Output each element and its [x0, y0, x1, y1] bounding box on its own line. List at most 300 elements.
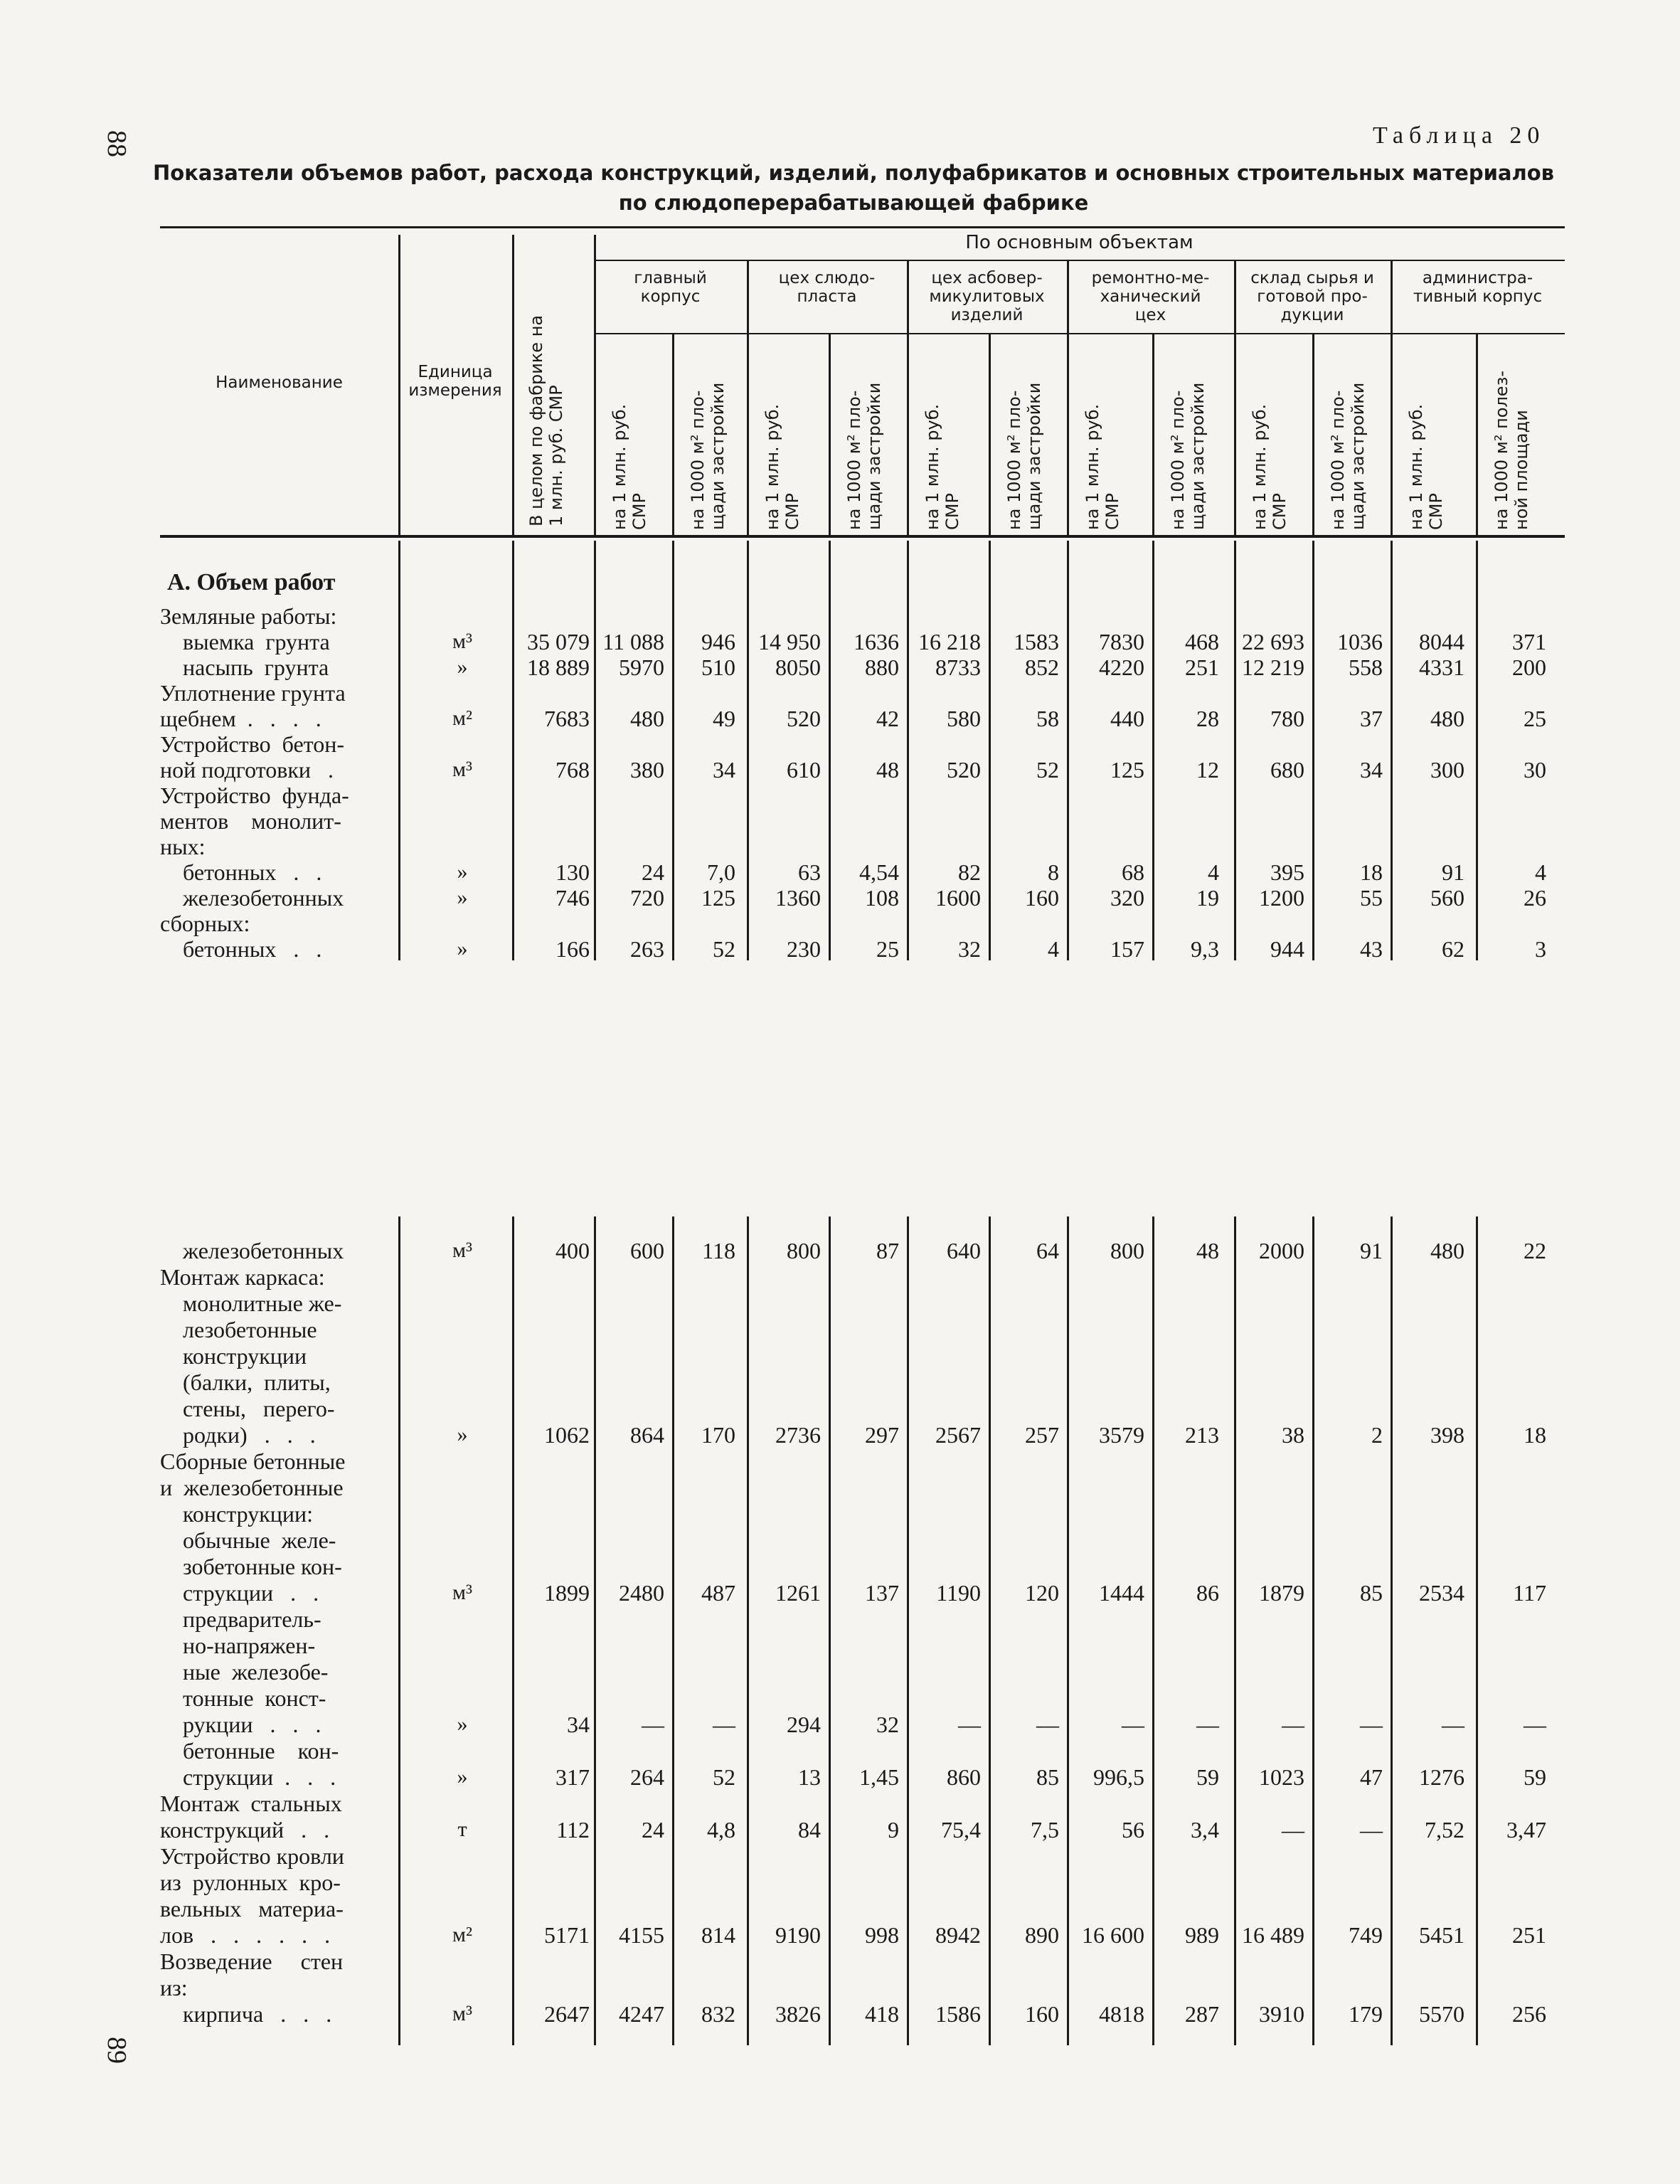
- header-sub-per-million: на 1 млн. руб. СМР: [923, 403, 962, 530]
- row-label: струкции . .: [160, 1580, 319, 1606]
- table-cell: 8044: [1419, 629, 1464, 654]
- table-cell: 25: [876, 936, 899, 962]
- table-cell: 1200: [1259, 885, 1304, 911]
- row-label: бетонных . .: [160, 936, 322, 962]
- table-cell: 30: [1524, 757, 1546, 783]
- table-cell: 4247: [619, 2001, 664, 2027]
- table-cell: 5451: [1419, 1922, 1464, 1948]
- row-label: железобетонных: [160, 1238, 344, 1263]
- column-rule-header: [672, 333, 674, 535]
- table-cell: 5970: [619, 654, 664, 680]
- table-cell: 24: [642, 1817, 664, 1843]
- table-cell: —: [1122, 1712, 1144, 1737]
- table-cell: 125: [1110, 757, 1144, 783]
- table-cell: 300: [1430, 757, 1464, 783]
- header-object: цех асбовер- микулитовых изделий: [929, 269, 1045, 324]
- table-cell: 16 600: [1082, 1922, 1144, 1948]
- table-cell: 91: [1442, 859, 1464, 885]
- column-rule-header: [989, 333, 991, 535]
- table-cell: 371: [1512, 629, 1546, 654]
- table-cell: 8942: [935, 1922, 981, 1948]
- title-line-2: по слюдоперерабатывающей фабрике: [618, 191, 1089, 215]
- page-number-bottom: 89: [102, 2037, 132, 2064]
- column-rule-header: [829, 333, 831, 535]
- table-cell: 1023: [1259, 1764, 1304, 1790]
- table-cell: 213: [1185, 1422, 1219, 1448]
- column-rule: [512, 1216, 514, 2045]
- table-cell: 860: [947, 1764, 981, 1790]
- table-cell: 4220: [1099, 654, 1144, 680]
- row-label: Возведение стен: [160, 1949, 344, 1974]
- header-sub-per-area: на 1000 м² пло- щади застройки: [1004, 382, 1044, 530]
- header-object: ремонтно-ме- ханический цех: [1091, 269, 1210, 324]
- column-rule-header: [1152, 333, 1154, 535]
- column-rule: [1067, 541, 1069, 960]
- table-cell: 749: [1349, 1922, 1383, 1948]
- table-cell: 22 693: [1242, 629, 1304, 654]
- table-cell: 317: [555, 1764, 590, 1790]
- table-cell: 28: [1196, 706, 1219, 731]
- table-cell: 91: [1360, 1238, 1383, 1263]
- table-cell: —: [1282, 1817, 1304, 1843]
- table-cell: 9,3: [1191, 936, 1219, 962]
- table-cell: —: [1196, 1712, 1219, 1737]
- table-cell: 880: [865, 654, 899, 680]
- group-rule: [594, 260, 1565, 261]
- row-unit: м²: [452, 706, 472, 730]
- header-object: администра- тивный корпус: [1413, 269, 1543, 306]
- table-cell: 9190: [775, 1922, 821, 1948]
- table-cell: 558: [1349, 654, 1383, 680]
- table-cell: 11 088: [602, 629, 664, 654]
- header-total: В целом по фабрике на 1 млн. руб. СМР: [526, 314, 566, 526]
- table-cell: 2736: [775, 1422, 821, 1448]
- table-cell: 560: [1430, 885, 1464, 911]
- table-cell: 108: [865, 885, 899, 911]
- column-rule: [398, 541, 400, 960]
- table-cell: 18: [1524, 1422, 1546, 1448]
- table-cell: 5570: [1419, 2001, 1464, 2027]
- column-rule: [1067, 1216, 1069, 2045]
- table-cell: 890: [1025, 1922, 1059, 1948]
- table-cell: 2000: [1259, 1238, 1304, 1263]
- table-cell: 1600: [935, 885, 981, 911]
- table-cell: 130: [555, 859, 590, 885]
- table-cell: 52: [713, 936, 735, 962]
- table-cell: 179: [1349, 2001, 1383, 2027]
- header-name: Наименование: [216, 373, 343, 392]
- table-cell: 768: [555, 757, 590, 783]
- row-unit: м³: [452, 758, 472, 781]
- page-number-top: 88: [102, 130, 132, 157]
- header-sub-per-million: на 1 млн. руб. СМР: [762, 403, 802, 530]
- table-cell: 64: [1036, 1238, 1059, 1263]
- table-cell: 8050: [775, 654, 821, 680]
- row-label: Устройство бетон-: [160, 731, 344, 757]
- table-cell: 59: [1524, 1764, 1546, 1790]
- table-cell: —: [958, 1712, 981, 1737]
- table-cell: 170: [701, 1422, 735, 1448]
- row-unit: »: [457, 1765, 468, 1788]
- table-cell: 852: [1025, 654, 1059, 680]
- column-rule: [398, 1216, 400, 2045]
- row-unit: м³: [452, 2002, 472, 2025]
- column-rule: [989, 1216, 991, 2045]
- table-cell: 34: [567, 1712, 590, 1737]
- table-cell: 13: [798, 1764, 821, 1790]
- table-cell: 24: [642, 859, 664, 885]
- table-cell: 256: [1512, 2001, 1546, 2027]
- row-label: конструкций . .: [160, 1817, 330, 1843]
- title-line-1: Показатели объемов работ, расхода конструкций, изделий, полуфабрикатов и основных строительных материалов: [153, 161, 1554, 185]
- row-unit: м³: [452, 630, 472, 653]
- header-sub-per-million: на 1 млн. руб. СМР: [1083, 403, 1122, 530]
- header-object: склад сырья и готовой про- дукции: [1250, 269, 1374, 324]
- row-unit: м³: [452, 1581, 472, 1604]
- table-cell: 2: [1371, 1422, 1383, 1448]
- column-rule: [1391, 1216, 1393, 2045]
- object-rule: [594, 333, 1565, 334]
- column-rule-header: [1476, 333, 1478, 535]
- table-cell: 16 489: [1242, 1922, 1304, 1948]
- table-cell: 48: [1196, 1238, 1219, 1263]
- table-cell: 287: [1185, 2001, 1219, 2027]
- table-cell: 510: [701, 654, 735, 680]
- table-cell: 18: [1360, 859, 1383, 885]
- row-label: предваритель-: [160, 1606, 321, 1632]
- table-cell: 1,45: [859, 1764, 899, 1790]
- table-cell: 468: [1185, 629, 1219, 654]
- row-label: монолитные же-: [160, 1290, 342, 1316]
- table-cell: 1261: [775, 1580, 821, 1606]
- table-cell: 2567: [935, 1422, 981, 1448]
- column-rule: [1476, 1216, 1478, 2045]
- section-title: А. Объем работ: [167, 569, 336, 595]
- table-cell: 49: [713, 706, 735, 731]
- table-cell: 1636: [854, 629, 899, 654]
- table-cell: 56: [1122, 1817, 1144, 1843]
- row-label: тонные конст-: [160, 1685, 326, 1711]
- table-cell: 32: [958, 936, 981, 962]
- table-cell: 7,52: [1425, 1817, 1464, 1843]
- table-cell: 85: [1036, 1764, 1059, 1790]
- row-label: ментов монолит-: [160, 808, 341, 834]
- table-cell: 4,54: [859, 859, 899, 885]
- table-cell: 19: [1196, 885, 1219, 911]
- column-rule: [747, 1216, 749, 2045]
- row-unit: »: [457, 860, 468, 884]
- row-label: струкции . . .: [160, 1764, 336, 1790]
- table-cell: 380: [630, 757, 664, 783]
- table-cell: 3579: [1099, 1422, 1144, 1448]
- table-cell: 7,5: [1031, 1817, 1059, 1843]
- header-top-rule: [160, 226, 1565, 228]
- row-label: Уплотнение грунта: [160, 680, 346, 706]
- table-cell: 1586: [935, 2001, 981, 2027]
- header-sub-per-area: на 1000 м² полез- ной площади: [1492, 371, 1531, 530]
- table-cell: 832: [701, 2001, 735, 2027]
- column-rule: [512, 541, 514, 960]
- header-object: цех слюдо- пласта: [778, 269, 876, 306]
- table-cell: 864: [630, 1422, 664, 1448]
- table-cell: 600: [630, 1238, 664, 1263]
- table-cell: 120: [1025, 1580, 1059, 1606]
- table-cell: 18 889: [527, 654, 590, 680]
- table-cell: —: [1282, 1712, 1304, 1737]
- table-cell: 480: [1430, 1238, 1464, 1263]
- table-cell: 58: [1036, 706, 1059, 731]
- table-cell: 166: [555, 936, 590, 962]
- table-cell: 1583: [1014, 629, 1059, 654]
- table-cell: —: [1524, 1712, 1546, 1737]
- row-unit: м²: [452, 1923, 472, 1946]
- table-cell: 86: [1196, 1580, 1219, 1606]
- table-cell: 487: [701, 1580, 735, 1606]
- table-cell: 34: [1360, 757, 1383, 783]
- row-label: вельных материа-: [160, 1896, 344, 1921]
- table-cell: 32: [876, 1712, 899, 1737]
- table-cell: 480: [630, 706, 664, 731]
- row-label: из:: [160, 1975, 188, 2000]
- table-cell: 814: [701, 1922, 735, 1948]
- table-cell: 25: [1524, 706, 1546, 731]
- table-cell: 4331: [1419, 654, 1464, 680]
- column-rule: [907, 1216, 909, 2045]
- row-label: обычные желе-: [160, 1527, 336, 1553]
- row-label: Устройство кровли: [160, 1843, 344, 1869]
- row-unit: »: [457, 1712, 468, 1736]
- table-cell: 1036: [1337, 629, 1383, 654]
- table-cell: 82: [958, 859, 981, 885]
- table-cell: —: [1442, 1712, 1464, 1737]
- header-sub-per-area: на 1000 м² пло- щади застройки: [1328, 382, 1368, 530]
- table-cell: 8733: [935, 654, 981, 680]
- table-cell: 85: [1360, 1580, 1383, 1606]
- column-rule: [1234, 1216, 1236, 2045]
- table-cell: 5171: [544, 1922, 590, 1948]
- table-cell: —: [642, 1712, 664, 1737]
- table-title: [142, 158, 1565, 218]
- table-cell: 38: [1282, 1422, 1304, 1448]
- table-cell: 480: [1430, 706, 1464, 731]
- table-cell: 294: [787, 1712, 821, 1737]
- table-cell: 3: [1535, 936, 1546, 962]
- table-cell: 230: [787, 936, 821, 962]
- table-cell: 1899: [544, 1580, 590, 1606]
- table-cell: 520: [947, 757, 981, 783]
- column-rule-header: [1312, 333, 1314, 535]
- table-cell: 12 219: [1242, 654, 1304, 680]
- row-label: родки) . . .: [160, 1422, 316, 1448]
- header-sub-per-million: на 1 млн. руб. СМР: [1250, 403, 1290, 530]
- table-cell: 2647: [544, 2001, 590, 2027]
- table-cell: 55: [1360, 885, 1383, 911]
- header-sub-per-area: на 1000 м² пло- щади застройки: [1168, 382, 1208, 530]
- table-cell: 1190: [936, 1580, 981, 1606]
- row-unit: т: [457, 1818, 467, 1841]
- table-cell: 7683: [544, 706, 590, 731]
- header-sub-per-million: на 1 млн. руб. СМР: [610, 403, 649, 530]
- table-cell: 3826: [775, 2001, 821, 2027]
- table-cell: 440: [1110, 706, 1144, 731]
- row-label: рукции . . .: [160, 1712, 321, 1737]
- table-cell: 34: [713, 757, 735, 783]
- table-cell: 640: [947, 1238, 981, 1263]
- column-rule: [829, 1216, 831, 2045]
- table-cell: 35 079: [527, 629, 590, 654]
- row-label: Земляные работы:: [160, 603, 337, 629]
- table-cell: 610: [787, 757, 821, 783]
- table-cell: 800: [1110, 1238, 1144, 1263]
- row-label: сборных:: [160, 911, 250, 936]
- row-label: и железобетонные: [160, 1475, 344, 1500]
- table-cell: 3,47: [1506, 1817, 1546, 1843]
- table-cell: 16 218: [918, 629, 981, 654]
- row-label: стены, перего-: [160, 1396, 335, 1421]
- table-cell: 47: [1360, 1764, 1383, 1790]
- table-cell: 1062: [544, 1422, 590, 1448]
- table-cell: 3,4: [1191, 1817, 1219, 1843]
- table-cell: 52: [713, 1764, 735, 1790]
- row-label: щебнем . . . .: [160, 706, 321, 731]
- table-cell: 1276: [1419, 1764, 1464, 1790]
- table-cell: 4,8: [707, 1817, 735, 1843]
- table-cell: 418: [865, 2001, 899, 2027]
- table-cell: 37: [1360, 706, 1383, 731]
- header-sub-per-area: на 1000 м² пло- щади застройки: [688, 382, 728, 530]
- row-label: Сборные бетонные: [160, 1448, 346, 1474]
- table-cell: 87: [876, 1238, 899, 1263]
- column-rule-header: [512, 235, 514, 535]
- table-cell: 996,5: [1093, 1764, 1144, 1790]
- row-label: железобетонных: [160, 885, 344, 911]
- row-label: лезобетонные: [160, 1317, 317, 1342]
- table-cell: 4818: [1099, 2001, 1144, 2027]
- row-unit: »: [457, 937, 468, 960]
- table-cell: 4: [1048, 936, 1059, 962]
- row-label: кирпича . . .: [160, 2001, 332, 2027]
- table-cell: 75,4: [941, 1817, 981, 1843]
- table-cell: 52: [1036, 757, 1059, 783]
- table-cell: 1879: [1259, 1580, 1304, 1606]
- header-object: главный корпус: [634, 269, 707, 306]
- table-cell: 680: [1270, 757, 1304, 783]
- table-cell: —: [1360, 1817, 1383, 1843]
- header-group: По основным объектам: [965, 232, 1193, 253]
- table-cell: 22: [1524, 1238, 1546, 1263]
- table-cell: 998: [865, 1922, 899, 1948]
- row-unit: »: [457, 1423, 468, 1446]
- table-cell: 400: [555, 1238, 590, 1263]
- table-cell: 3910: [1259, 2001, 1304, 2027]
- table-cell: 7830: [1099, 629, 1144, 654]
- table-cell: 4: [1208, 859, 1219, 885]
- table-cell: 42: [876, 706, 899, 731]
- table-cell: 320: [1110, 885, 1144, 911]
- row-label: выемка грунта: [160, 629, 330, 654]
- row-label: (балки, плиты,: [160, 1369, 331, 1395]
- table-cell: —: [713, 1712, 735, 1737]
- row-unit: »: [457, 886, 468, 909]
- row-label: зобетонные кон-: [160, 1554, 342, 1579]
- table-cell: 59: [1196, 1764, 1219, 1790]
- table-cell: 4155: [619, 1922, 664, 1948]
- row-label: бетонных . .: [160, 859, 322, 885]
- table-cell: 68: [1122, 859, 1144, 885]
- table-cell: —: [1036, 1712, 1059, 1737]
- table-cell: 989: [1185, 1922, 1219, 1948]
- table-cell: 26: [1524, 885, 1546, 911]
- header-bottom-rule: [160, 535, 1565, 538]
- table-cell: 84: [798, 1817, 821, 1843]
- table-cell: 125: [701, 885, 735, 911]
- table-cell: 160: [1025, 2001, 1059, 2027]
- table-cell: 63: [798, 859, 821, 885]
- table-cell: 1444: [1099, 1580, 1144, 1606]
- row-label: из рулонных кро-: [160, 1870, 341, 1895]
- table-cell: 1360: [775, 885, 821, 911]
- table-cell: 800: [787, 1238, 821, 1263]
- row-label: ных:: [160, 834, 206, 859]
- table-cell: 746: [555, 885, 590, 911]
- header-unit: Единица измерения: [408, 363, 502, 400]
- table-cell: 43: [1360, 936, 1383, 962]
- table-cell: 2534: [1419, 1580, 1464, 1606]
- table-cell: 946: [701, 629, 735, 654]
- table-cell: 263: [630, 936, 664, 962]
- table-cell: 200: [1512, 654, 1546, 680]
- table-cell: 251: [1185, 654, 1219, 680]
- table-cell: 118: [702, 1238, 735, 1263]
- table-cell: 520: [787, 706, 821, 731]
- table-cell: 48: [876, 757, 899, 783]
- row-label: лов . . . . . .: [160, 1922, 331, 1948]
- row-unit: »: [457, 655, 468, 679]
- row-label: Устройство фунда-: [160, 783, 349, 808]
- row-label: Монтаж стальных: [160, 1791, 342, 1816]
- row-unit: м³: [452, 1239, 472, 1262]
- row-label: конструкции: [160, 1343, 307, 1369]
- row-label: бетонные кон-: [160, 1738, 339, 1764]
- row-label: но-напряжен-: [160, 1633, 316, 1658]
- row-label: насыпь грунта: [160, 654, 329, 680]
- table-cell: 2480: [619, 1580, 664, 1606]
- row-label: ные железобе-: [160, 1659, 329, 1685]
- table-cell: 264: [630, 1764, 664, 1790]
- column-rule: [1152, 1216, 1154, 2045]
- table-cell: 7,0: [707, 859, 735, 885]
- table-cell: 780: [1270, 706, 1304, 731]
- table-cell: 257: [1025, 1422, 1059, 1448]
- table-cell: 112: [556, 1817, 590, 1843]
- row-label: Монтаж каркаса:: [160, 1264, 325, 1290]
- table-cell: 117: [1513, 1580, 1546, 1606]
- table-cell: 12: [1196, 757, 1219, 783]
- table-cell: 395: [1270, 859, 1304, 885]
- table-cell: 4: [1535, 859, 1546, 885]
- table-cell: 137: [865, 1580, 899, 1606]
- header-sub-per-area: на 1000 м² пло- щади застройки: [844, 382, 884, 530]
- row-label: конструкции:: [160, 1501, 314, 1527]
- row-label: ной подготовки .: [160, 757, 334, 783]
- table-cell: 62: [1442, 936, 1464, 962]
- column-rule: [672, 1216, 674, 2045]
- table-cell: 251: [1512, 1922, 1546, 1948]
- table-cell: 580: [947, 706, 981, 731]
- table-cell: 8: [1048, 859, 1059, 885]
- table-cell: 14 950: [758, 629, 821, 654]
- header-sub-per-million: на 1 млн. руб. СМР: [1406, 403, 1446, 530]
